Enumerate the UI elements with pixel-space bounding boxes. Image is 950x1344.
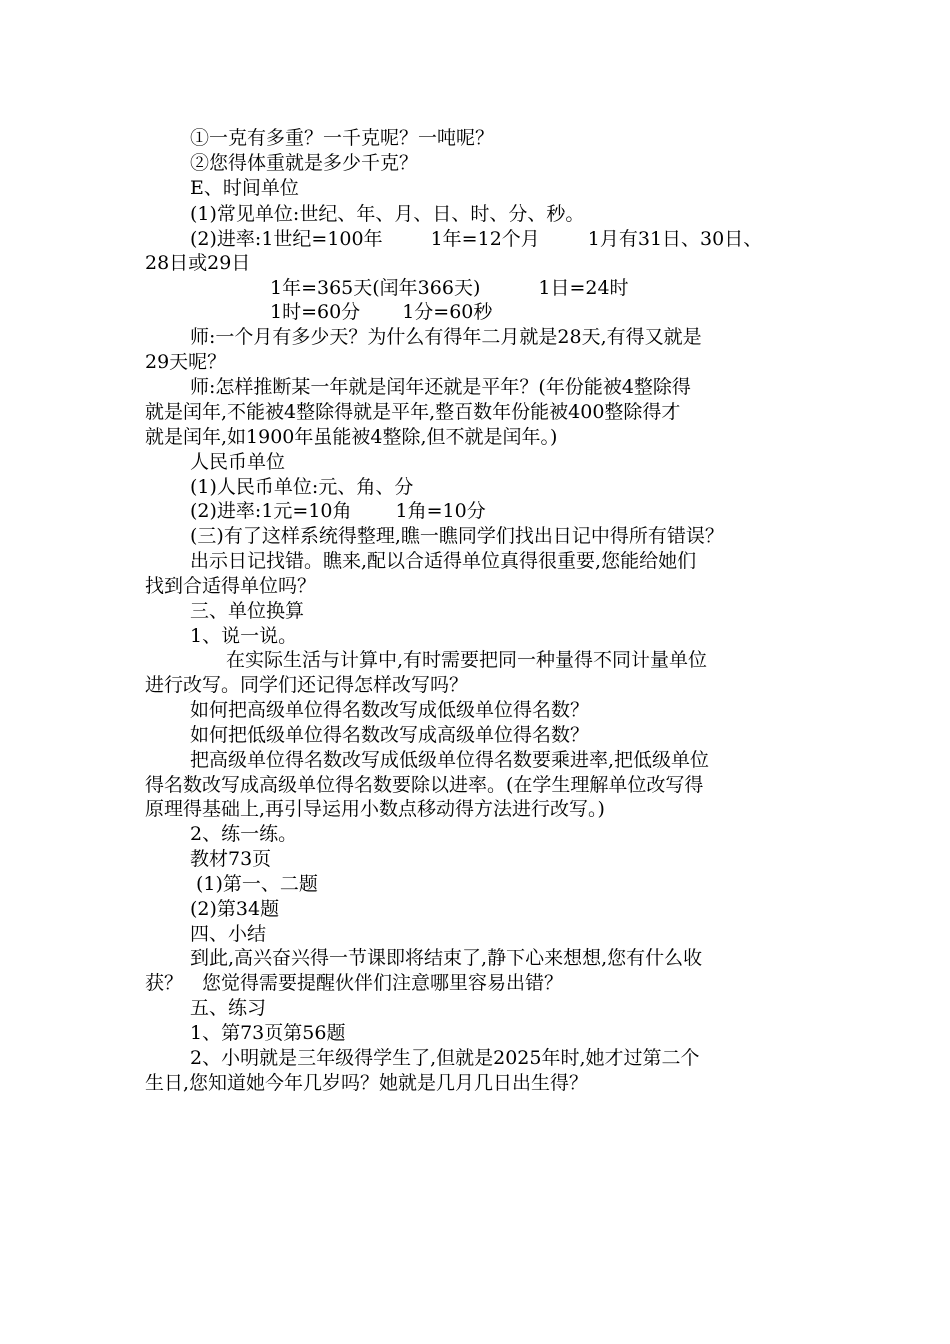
conversion-rule-cont-2: 原理得基础上,再引导运用小数点移动得方法进行改写。) <box>145 798 605 820</box>
conversion-rule-cont: 得名数改写成高级单位得名数要除以进率。(在学生理解单位改写得 <box>145 774 704 796</box>
rate-day-hours: 1日=24时 <box>538 277 629 299</box>
exercise-item-2: 2、小明就是三年级得学生了,但就是2025年时,她才过第二个 <box>190 1047 700 1069</box>
rate-minute-seconds: 1分=60秒 <box>402 301 493 323</box>
section-three-intro: (三)有了这样系统得整理,瞧一瞧同学们找出日记中得所有错误？ <box>190 525 724 547</box>
rate-hour-minutes: 1时=60分 <box>270 301 361 323</box>
leap-year-rule-cont: 就是闰年,如1900年虽能被4整除,但不就是闰年。) <box>145 426 558 448</box>
rate-year-days: 1年=365天(闰年366天) <box>270 277 481 299</box>
heading-currency-units: 人民币单位 <box>190 451 286 473</box>
conversion-intro-cont: 进行改写。同学们还记得怎样改写吗？ <box>145 674 469 696</box>
teacher-question-month-cont: 29天呢？ <box>145 351 227 373</box>
exercise-one: (1)第一、二题 <box>196 873 318 895</box>
rate-jiao-fen: 1角=10分 <box>395 500 486 522</box>
summary-text-cont: 获？ 您觉得需要提醒伙伴们注意哪里容易出错？ <box>145 972 564 994</box>
summary-text: 到此,高兴奋兴得一节课即将结束了,静下心来想想,您有什么收 <box>190 947 703 969</box>
subheading-practice: 2、练一练。 <box>190 823 298 845</box>
teacher-question-leap-year: 师:怎样推断某一年就是闰年还就是平年？(年份能被4整除得 <box>190 376 691 398</box>
conversion-rule: 把高级单位得名数改写成低级单位得名数要乘进率,把低级单位 <box>190 749 710 771</box>
heading-exercises: 五、练习 <box>190 997 267 1019</box>
question-low-to-high: 如何把低级单位得名数改写成高级单位得名数？ <box>190 724 590 746</box>
question-high-to-low: 如何把高级单位得名数改写成低级单位得名数？ <box>190 699 590 721</box>
rate-century: (2)进率:1世纪=100年 <box>190 228 383 250</box>
rate-yuan-jiao: (2)进率:1元=10角 <box>190 500 352 522</box>
time-rates-row <box>190 227 762 251</box>
heading-unit-conversion: 三、单位换算 <box>190 600 305 622</box>
leap-year-rule: 就是闰年,不能被4整除得就是平年,整百数年份能被400整除得才 <box>145 401 681 423</box>
question-body-weight: ②您得体重就是多少千克？ <box>190 152 419 174</box>
rate-month-days-cont: 28日或29日 <box>145 252 251 274</box>
time-rates-row-3 <box>270 300 492 324</box>
common-time-units: (1)常见单位:世纪、年、月、日、时、分、秒。 <box>190 203 585 225</box>
rate-year-months: 1年=12个月 <box>430 228 540 250</box>
currency-units: (1)人民币单位:元、角、分 <box>190 476 414 498</box>
diary-errors: 出示日记找错。瞧来,配以合适得单位真得很重要,您能给她们 <box>190 550 697 572</box>
rate-month-days: 1月有31日、30日、 <box>587 228 763 250</box>
exercise-item-1: 1、第73页第56题 <box>190 1022 346 1044</box>
textbook-page: 教材73页 <box>190 848 272 870</box>
question-weight-units: ①一克有多重？一千克呢？一吨呢？ <box>190 127 495 149</box>
exercise-two: (2)第34题 <box>190 898 280 920</box>
currency-rates-row <box>190 499 486 523</box>
subheading-say: 1、说一说。 <box>190 625 298 647</box>
conversion-intro: 在实际生活与计算中,有时需要把同一种量得不同计量单位 <box>226 649 708 671</box>
heading-time-units: E、时间单位 <box>190 177 299 199</box>
exercise-item-2-cont: 生日,您知道她今年几岁吗？她就是几月几日出生得？ <box>145 1072 589 1094</box>
time-rates-row-2 <box>270 276 629 300</box>
teacher-question-month: 师:一个月有多少天？为什么有得年二月就是28天,有得又就是 <box>190 326 702 348</box>
diary-errors-cont: 找到合适得单位吗？ <box>145 575 317 597</box>
heading-summary: 四、小结 <box>190 923 267 945</box>
